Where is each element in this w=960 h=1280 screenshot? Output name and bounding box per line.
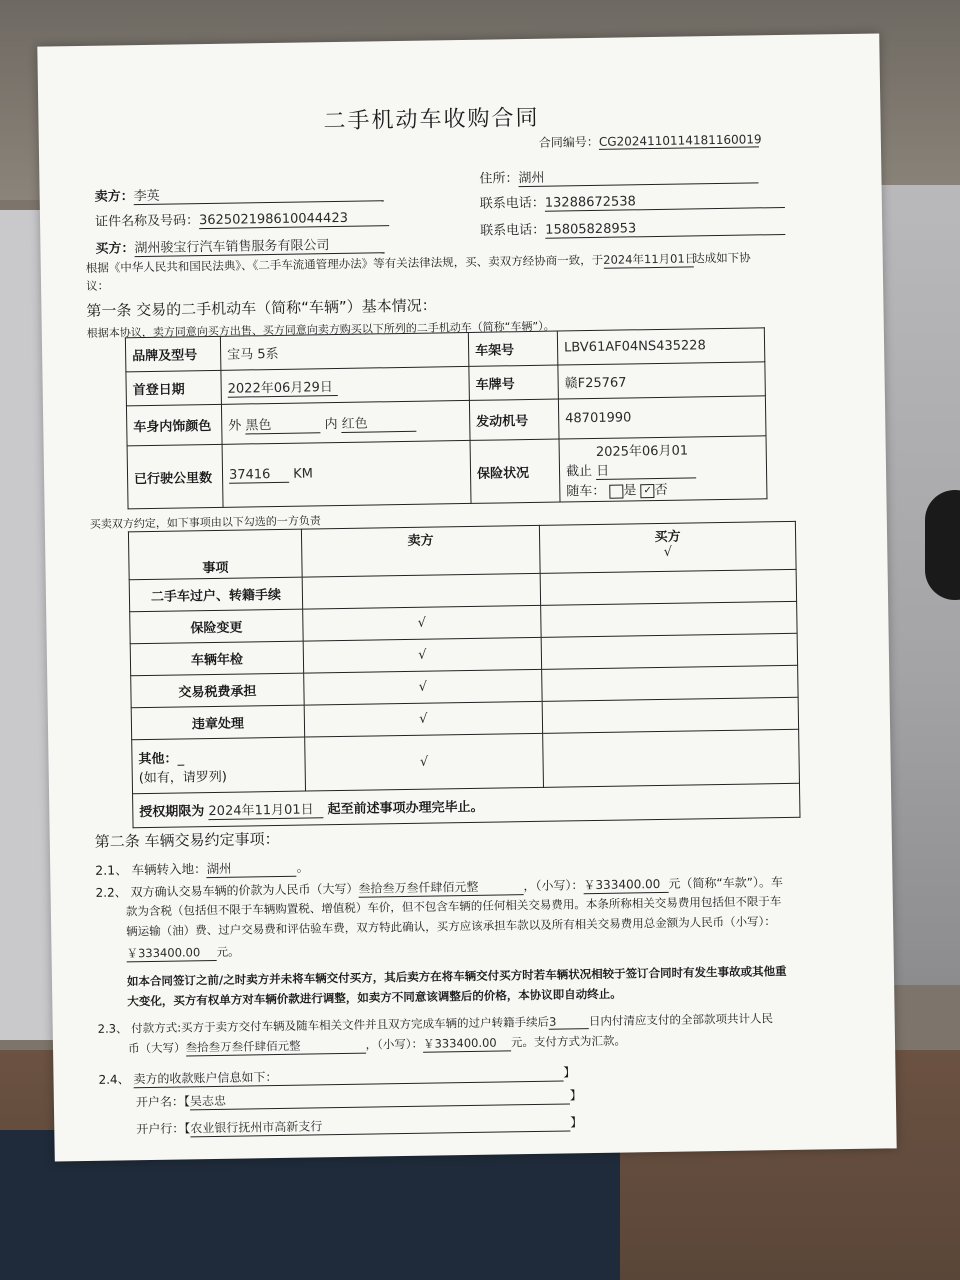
acct-bank: 农业银行抚州市高新支行 [190, 1113, 570, 1137]
mileage-label: 已行驶公里数 [127, 444, 223, 508]
ins-yes-label: 是 [623, 483, 637, 499]
mileage-value: 37416 [229, 467, 289, 484]
seller-phone: 13288672538 [545, 192, 785, 212]
reg-label: 首登日期 [126, 370, 222, 405]
acct-name-row [136, 1086, 582, 1111]
other-buyer-check[interactable] [543, 729, 800, 787]
int-prefix: 内 [324, 416, 338, 432]
c24-label: 卖方的收款账户信息如下： [133, 1064, 563, 1089]
duty-buyer-check[interactable] [542, 665, 798, 701]
c21-value: 湖州 [206, 858, 296, 878]
col-item-header: 事项 [128, 529, 302, 580]
c21-no: 2.1、 [95, 862, 128, 878]
contract-no: CG2024110114181160019 [598, 132, 762, 149]
buyer-phone-row [480, 215, 785, 240]
insurance-label: 保险状况 [470, 439, 560, 503]
buyer-row [95, 233, 384, 258]
int-color: 红色 [342, 411, 417, 432]
c22-bold-a: 如本合同签订之前/之时卖方并未将车辆交付买方，其后卖方在将车辆交付买方时若车辆状况相较于签订合同时有发生事故或其他重 [126, 964, 787, 989]
c22-c: 元（简称“车款”）。车 [668, 875, 784, 891]
other-note: (如有，请罗列) [138, 769, 228, 786]
agree-caption: 买卖双方约定，如下事项由以下勾选的一方负责 [89, 514, 321, 531]
article1-sub: 根据本协议，卖方同意向买方出售、买方同意向卖方购买以下所列的二手机动车（简称“车辆”）。 [86, 319, 555, 340]
auth-tail: 起至前述事项办理完毕止。 [327, 799, 484, 817]
c22-bold-b: 大变化，买方有权单方对车辆价款进行调整，如卖方不同意该调整后的价格，本协议即自动终止。 [127, 986, 622, 1009]
col-buyer-header: 买方 [654, 529, 681, 546]
ext-prefix: 外 [228, 418, 242, 434]
contract-title: 二手机动车收购合同 [323, 105, 540, 135]
address: 湖州 [518, 163, 758, 187]
duty-item: 车辆年检 [130, 641, 303, 676]
mileage-cell [222, 440, 471, 507]
duty-item: 二手车过户、转籍手续 [129, 577, 302, 612]
col-seller-header: 卖方 [301, 525, 540, 577]
auth-date: 2024年11月01日 [208, 798, 323, 820]
contract-no-label: 合同编号： [538, 134, 599, 150]
c22-lower: ￥333400.00 [583, 875, 668, 894]
id-label: 证件名称及号码： [94, 213, 200, 230]
other-cell [132, 737, 306, 794]
seller-row [94, 181, 383, 206]
c24-no: 2.4、 [98, 1072, 130, 1087]
c23-b: 日内付清应支付的全部款项共计人民 [588, 1011, 774, 1029]
vehicle-table [125, 327, 768, 509]
other-seller-check[interactable]: √ [305, 733, 544, 791]
c22-line3: 辆运输（油）费、过户交易费和评估验车费，双方特此确认，买方应该承担车款以及所有相关交易费用总金额为人民币（小写）： [126, 914, 776, 939]
basis-tail: 达成如下协 [693, 250, 751, 266]
plate-label: 车牌号 [469, 365, 559, 400]
acct-bank-close: 】 [570, 1115, 583, 1130]
ins-until-label: 截止 [565, 464, 593, 480]
seller-phone-row [480, 188, 785, 213]
basis-text: 根据《中华人民共和国民法典》、《二手车流通管理办法》等有关法律法规，买、卖双方经协商一致，于 [85, 252, 604, 275]
basis-date: 2024年11月01日 [603, 251, 697, 267]
seller-name: 李英 [133, 181, 383, 205]
duty-item: 交易税费承担 [131, 673, 304, 708]
ins-until: 2025年06月01日 [596, 439, 697, 480]
duty-item: 违章处理 [131, 705, 304, 740]
other-label: 其他： [138, 751, 178, 767]
acct-bank-label: 开户行：【 [136, 1121, 191, 1137]
c22-b: ，（小写）： [523, 878, 584, 894]
c22-no: 2.2、 [95, 885, 127, 900]
c22-upper: 叁拾叁万叁仟肆佰元整 [358, 877, 523, 898]
c23-days: 3 [549, 1014, 589, 1030]
buyer-name: 湖州骏宝行汽车销售服务有限公司 [134, 233, 384, 257]
contract-no-row [538, 130, 762, 150]
ins-no-label: 否 [654, 482, 668, 499]
ins-yes-checkbox[interactable] [609, 484, 623, 498]
c22-line4 [126, 944, 239, 963]
c22-line4a: 元。 [216, 944, 240, 959]
duty-buyer-check[interactable] [540, 569, 796, 605]
vin-label: 车架号 [468, 331, 558, 366]
duty-table [128, 521, 801, 828]
article2-heading: 第二条 车辆交易约定事项： [94, 829, 280, 851]
duty-seller-check[interactable] [302, 573, 540, 609]
other-blank: _ [177, 750, 185, 767]
mileage-unit: KM [293, 466, 314, 482]
c23-c: 币（大写） [127, 1040, 186, 1056]
ext-color: 黑色 [245, 413, 320, 434]
seller-label: 卖方： [94, 189, 134, 205]
engine-label: 发动机号 [469, 399, 559, 440]
plate-value: 赣F25767 [558, 362, 766, 399]
id-row [95, 206, 389, 231]
buyer-phone: 15805828953 [545, 219, 785, 239]
reg-cell [221, 366, 470, 404]
duty-buyer-check[interactable] [541, 601, 797, 637]
c24-close: 】 [563, 1065, 576, 1080]
engine-value: 48701990 [558, 396, 766, 439]
duty-buyer-check[interactable] [541, 633, 797, 669]
insurance-cell [559, 436, 767, 502]
ins-with-label: 随车： [566, 483, 606, 500]
duty-seller-check[interactable]: √ [303, 605, 541, 641]
duty-item: 保险变更 [130, 609, 303, 644]
acct-bank-row [136, 1113, 582, 1138]
c21-tail: 。 [296, 859, 310, 875]
address-label: 住所： [479, 171, 519, 187]
buyer-header-check: √ [663, 544, 673, 560]
c23-no: 2.3、 [97, 1021, 128, 1036]
c23-e: 元。支付方式为汇款。 [510, 1033, 627, 1050]
reg-date: 2022年06月29日 [228, 376, 338, 398]
vin-value: LBV61AF04NS435228 [557, 328, 765, 365]
address-row [479, 163, 758, 187]
clause-2-1 [95, 858, 309, 880]
basis-tail2: 议： [85, 278, 110, 293]
c22-line2: 款为含税（包括但不限于车辆购置税、增值税）车价，但不包含车辆的任何相关交易费用。本条所称相关交易费用包括但不限于车 [125, 894, 782, 919]
brand-value: 宝马 5系 [220, 332, 469, 370]
color-label: 车身内饰颜色 [126, 404, 222, 445]
acct-name-label: 开户名：【 [135, 1094, 191, 1110]
article1-heading: 第一条 交易的二手机动车（简称“车辆”）基本情况： [86, 296, 437, 320]
id-no: 362502198610044423 [199, 210, 389, 229]
c23-a: 付款方式:买方于卖方交付车辆及随车相关文件并且双方完成车辆的过户转籍手续后 [131, 1014, 550, 1036]
c21-label: 车辆转入地： [131, 861, 207, 878]
c23-d: ，（小写）： [365, 1036, 424, 1052]
col-buyer-header-cell [539, 521, 796, 573]
c23-upper: 叁拾叁万叁仟肆佰元整 [185, 1037, 365, 1057]
clause-2-3-line2 [128, 1033, 626, 1058]
background-cup [925, 490, 960, 600]
color-cell [221, 400, 470, 444]
brand-label: 品牌及型号 [125, 336, 221, 371]
seller-phone-label: 联系电话： [479, 195, 545, 212]
duty-seller-check[interactable]: √ [304, 669, 542, 705]
buyer-phone-label: 联系电话： [480, 222, 546, 239]
c23-lower: ￥333400.00 [423, 1034, 511, 1052]
clause-2-3 [98, 1010, 773, 1037]
duty-buyer-check[interactable] [542, 697, 798, 733]
duty-seller-check[interactable]: √ [303, 637, 541, 673]
c22-total: ￥333400.00 [126, 944, 216, 962]
ins-no-checkbox[interactable]: ✓ [641, 484, 655, 498]
acct-name-close: 】 [569, 1088, 582, 1103]
duty-seller-check[interactable]: √ [304, 701, 542, 737]
clause-2-4 [98, 1063, 575, 1088]
c22-a: 双方确认交易车辆的价款为人民币（大写） [130, 881, 359, 900]
auth-label: 授权期限为 [139, 803, 205, 820]
acct-name: 吴志忠 [190, 1086, 570, 1110]
buyer-label: 买方： [95, 241, 135, 257]
contract-sheet [37, 33, 896, 1161]
